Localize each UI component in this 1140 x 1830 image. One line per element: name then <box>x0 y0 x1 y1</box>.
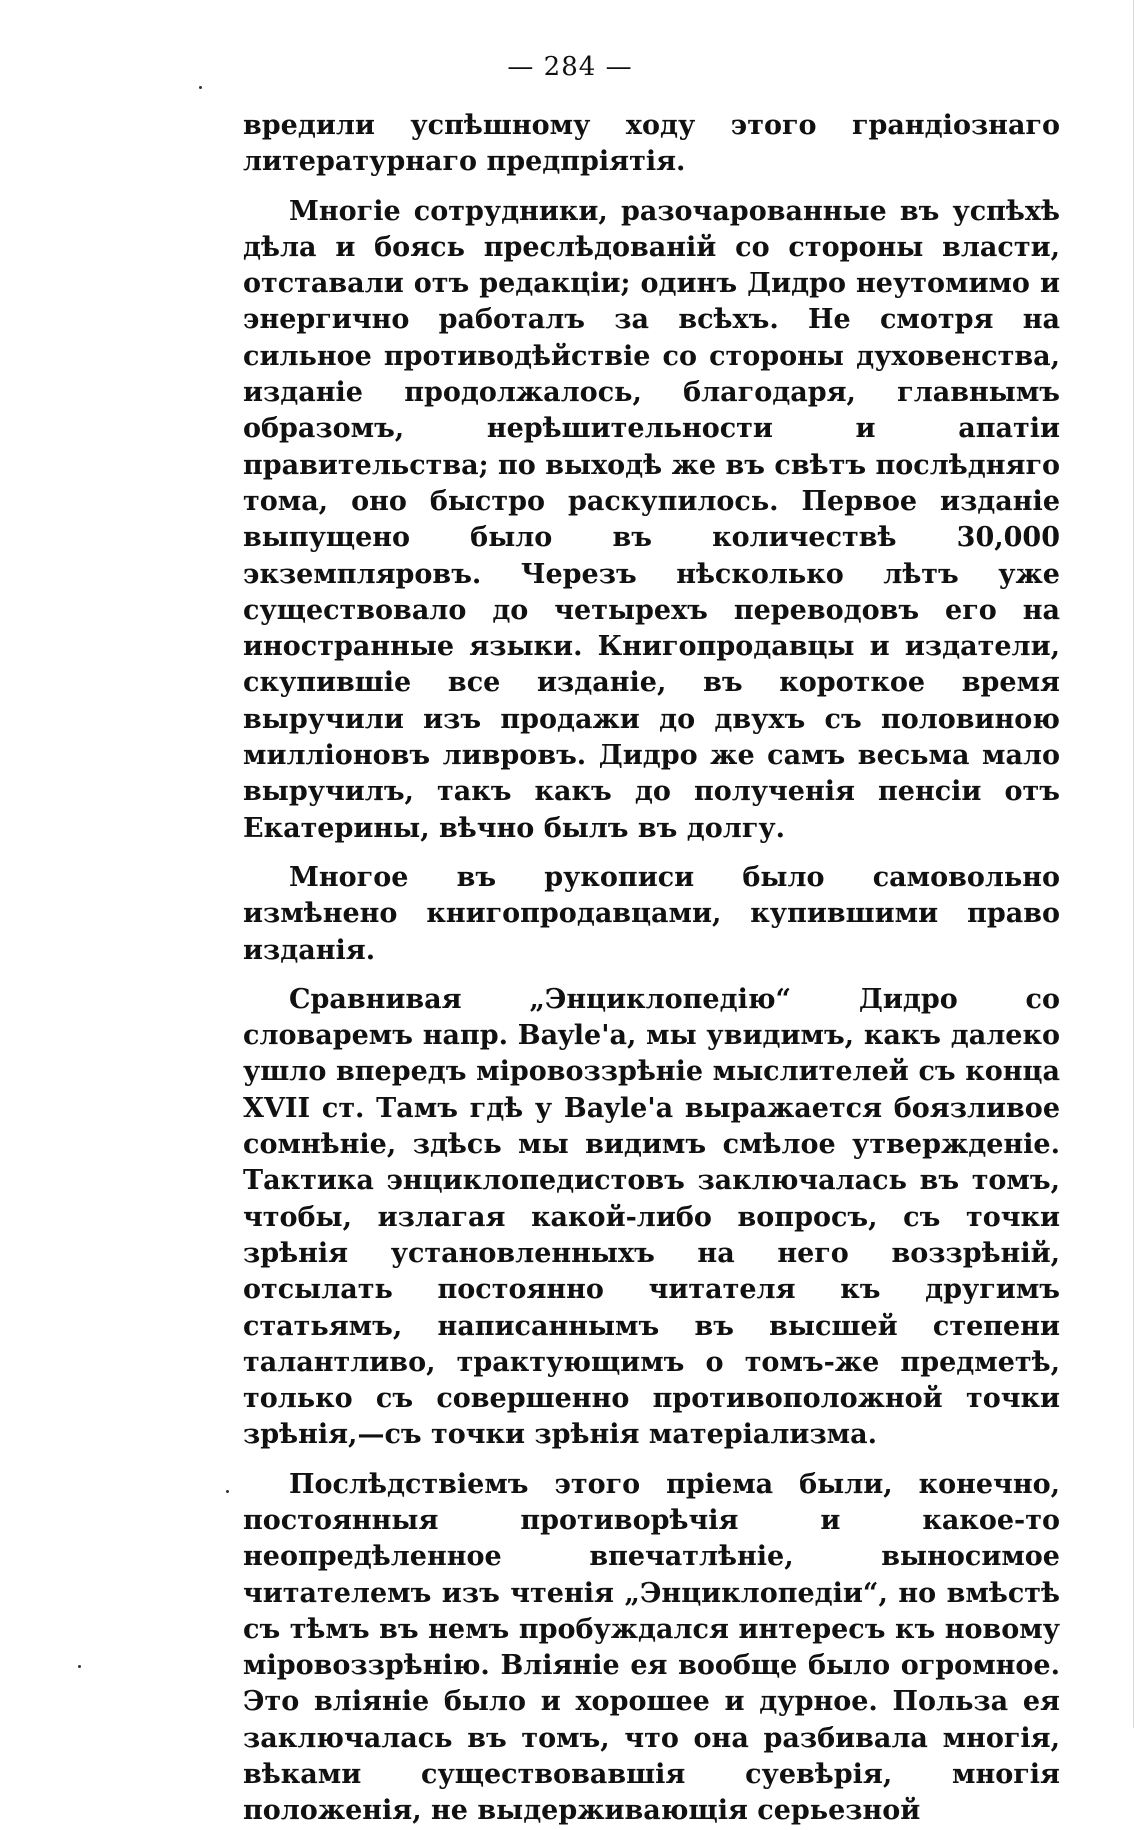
paragraph-continuation: вредили успѣшному ходу этого грандіознаго литературнаго предпріятія. <box>243 110 1060 178</box>
scan-speck <box>226 1490 229 1493</box>
page-edge <box>1133 0 1134 1728</box>
paragraph: Послѣдствіемъ этого пріема были, конечно, постоянныя противорѣчія и какое-то неопредѣленное впечатлѣніе, выносимое читателемъ изъ чтенія „Энциклопедіи“, но вмѣстѣ съ тѣмъ въ немъ пробуждался интересъ къ новому міровоззрѣнію. Вліяніе ея вообще было огромное. Это вліяніе было и хорошее и дурное. Польза ея заключалась въ томъ, что она разбивала многія, вѣками существовавшія суевѣрія, многія положенія, не выдерживающія серьезной <box>243 1468 1060 1827</box>
paragraph: Многое въ рукописи было самовольно измѣнено книгопродавцами, купившими право изданія. <box>243 861 1060 966</box>
page-number: — 284 — <box>507 52 633 82</box>
scan-speck <box>78 1665 81 1668</box>
paragraph: Сравнивая „Энциклопедію“ Дидро со словаремъ напр. Bayle'а, мы увидимъ, какъ далеко ушло впередъ міровоззрѣніе мыслителей съ конца XVII ст. Тамъ гдѣ у Bayle'а выражается боязливое сомнѣніе, здѣсь мы видимъ смѣлое утвержденіе. Тактика энциклопедистовъ заключалась въ томъ, чтобы, излагая какой-либо вопросъ, съ точки зрѣнія установленныхъ на него воззрѣній, отсылать постоянно читателя къ другимъ статьямъ, написаннымъ въ высшей степени талантливо, трактующимъ о томъ-же предметѣ, только съ совершенно противоположной точки зрѣнія,—съ точки зрѣнія матеріализма. <box>243 983 1060 1451</box>
body-text <box>243 108 1060 1830</box>
paragraph: Многіе сотрудники, разочарованные въ успѣхѣ дѣла и боясь преслѣдованій со стороны власти, отставали отъ редакціи; одинъ Дидро неутомимо и энергично работалъ за всѣхъ. Не смотря на сильное противодѣйствіе со стороны духовенства, изданіе продолжалось, благодаря, главнымъ образомъ, нерѣшительности и апатіи правительства; по выходѣ же въ свѣтъ послѣдняго тома, оно быстро раскупилось. Первое изданіе выпущено было въ количествѣ 30,000 экземпляровъ. Черезъ нѣсколько лѣтъ уже существовало до четырехъ переводовъ его на иностранные языки. Книгопродавцы и издатели, скупившіе все изданіе, въ короткое время выручили изъ продажи до двухъ съ половиною милліоновъ ливровъ. Дидро же самъ весьма мало выручилъ, такъ какъ до полученія пенсіи отъ Екатерины, вѣчно былъ въ долгу. <box>243 195 1060 844</box>
scan-speck <box>199 86 202 89</box>
